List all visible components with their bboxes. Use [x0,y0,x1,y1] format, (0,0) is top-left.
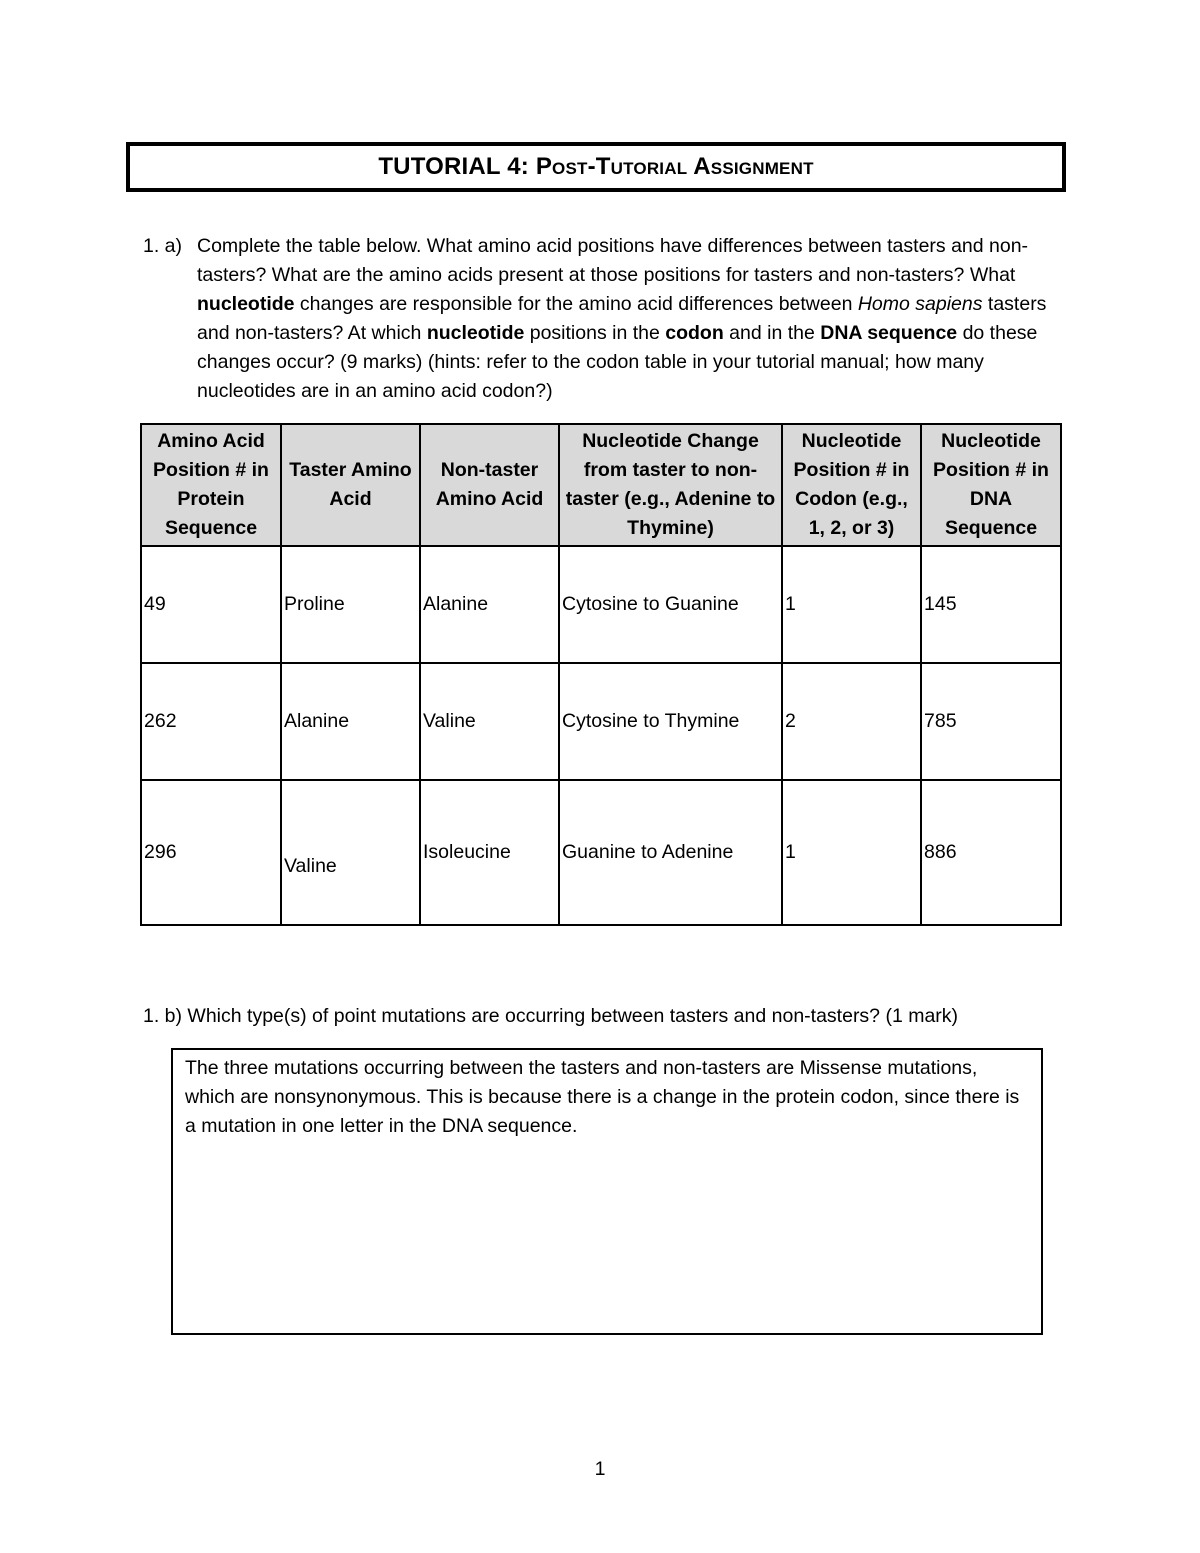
table-cell: 2 [782,663,921,780]
question-1b-text: 1. b) Which type(s) of point mutations are occurring between tasters and non-tasters? (1 mark) [143,1005,959,1027]
question-1a-segment: nucleotide [197,293,295,315]
question-1a-segment: changes are responsible for the amino acid differences between [294,293,858,315]
question-1a-segment: tasters and non-tasters? At which [197,293,1047,344]
header-aa-position: Amino Acid Position # in Protein Sequence [141,424,281,546]
header-nontaster-aa: Non-taster Amino Acid [420,424,559,546]
question-1a-number: 1. a) [143,235,183,257]
table-cell: 262 [141,663,281,780]
table-cell: Isoleucine [420,780,559,925]
question-1a-segment: Homo sapiens [857,293,983,315]
table-cell: Guanine to Adenine [559,780,782,925]
table-cell: 49 [141,546,281,663]
table-cell: Alanine [420,546,559,663]
table-cell: Valine [281,780,420,925]
table-cell: Cytosine to Guanine [559,546,782,663]
title-main: TUTORIAL 4: [378,153,529,180]
header-taster-aa: Taster Amino Acid [281,424,420,546]
table-row [141,546,1061,663]
table-cell: Proline [281,546,420,663]
header-codon-position: Nucleotide Position # in Codon (e.g., 1, 2, or 3) [782,424,921,546]
question-1a-segment: nucleotide [426,322,525,344]
table-row [141,780,1061,925]
table-cell: 145 [921,546,1061,663]
question-1a-segment: and in the [723,322,821,344]
table-header-row [141,424,1061,546]
question-1a-segment: positions in the [524,322,666,344]
question-1a-segment: codon [665,322,724,344]
table-cell: 1 [782,546,921,663]
table-cell: Cytosine to Thymine [559,663,782,780]
question-1a-text [197,232,1067,406]
page-number: 1 [594,1458,606,1480]
table-cell: 296 [141,780,281,925]
question-1a-segment: DNA sequence [820,322,958,344]
table-cell: 1 [782,780,921,925]
page-title [126,142,1066,192]
question-1a-segment: Complete the table below. What amino acid positions have differences between tasters and non-tasters? What are the amino acids present at those positions for tasters and non-tasters? What [197,235,1029,286]
header-nucleotide-change: Nucleotide Change from taster to non-taster (e.g., Adenine to Thymine) [559,424,782,546]
header-dna-position: Nucleotide Position # in DNA Sequence [921,424,1061,546]
table-cell: 785 [921,663,1061,780]
answer-box-1b[interactable] [171,1048,1043,1335]
table-cell: Valine [420,663,559,780]
table-cell: 886 [921,780,1061,925]
answer-text: The three mutations occurring between the tasters and non-tasters are Missense mutations, which are nonsynonymous. This is because there is a change in the protein codon, since there is a mutation in one letter in the DNA sequence. [185,1057,1020,1137]
title-sub: Post-Tutorial Assignment [535,153,814,180]
table-cell: Alanine [281,663,420,780]
table-row [141,663,1061,780]
amino-acid-table [140,423,1062,926]
question-1a-segment: do these changes occur? (9 marks) (hints: refer to the codon table in your tutorial manual; how many nucleotides are in an amino acid codon?) [197,322,1038,402]
